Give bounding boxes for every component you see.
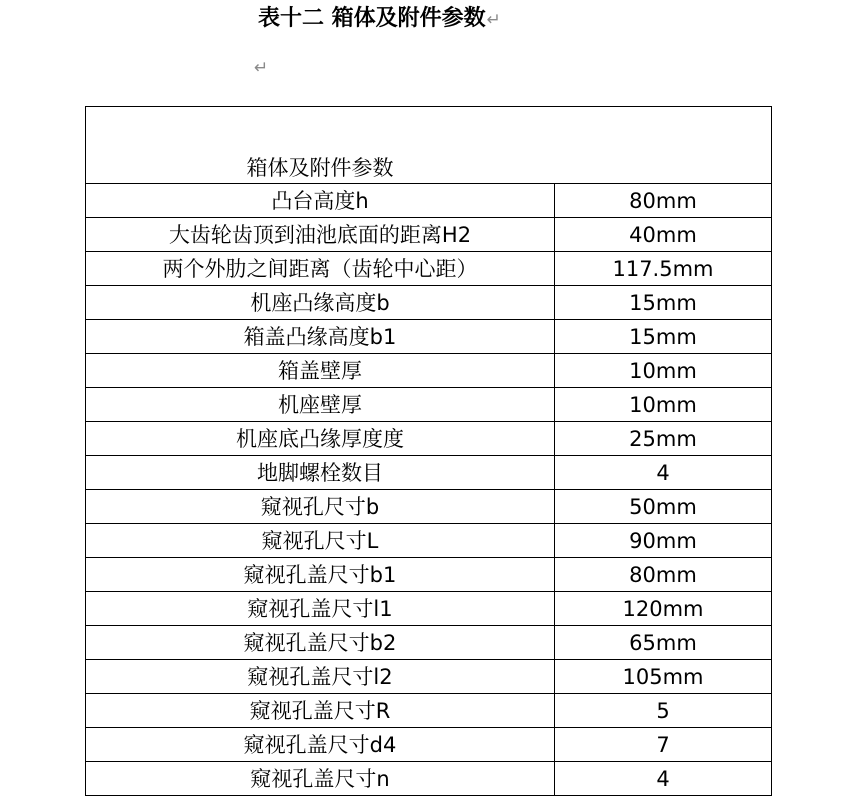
parameter-name-cell: 窥视孔尺寸b bbox=[86, 490, 555, 524]
parameter-value-cell: 4 bbox=[555, 762, 772, 796]
parameter-name-cell: 窥视孔盖尺寸n bbox=[86, 762, 555, 796]
parameter-value-cell: 4 bbox=[555, 456, 772, 490]
table-row bbox=[86, 694, 772, 728]
parameter-name-cell: 机座凸缘高度b bbox=[86, 286, 555, 320]
parameter-name-cell: 窥视孔盖尺寸l1 bbox=[86, 592, 555, 626]
table-row bbox=[86, 524, 772, 558]
table-row bbox=[86, 626, 772, 660]
table-row bbox=[86, 558, 772, 592]
parameter-value-cell: 50mm bbox=[555, 490, 772, 524]
table-row bbox=[86, 184, 772, 218]
table-row bbox=[86, 252, 772, 286]
parameter-value-cell: 105mm bbox=[555, 660, 772, 694]
parameter-value-cell: 40mm bbox=[555, 218, 772, 252]
empty-paragraph bbox=[253, 56, 268, 80]
parameter-name-cell: 大齿轮齿顶到油池底面的距离H2 bbox=[86, 218, 555, 252]
parameter-name-cell: 窥视孔盖尺寸d4 bbox=[86, 728, 555, 762]
parameter-name-cell: 箱盖凸缘高度b1 bbox=[86, 320, 555, 354]
table-row bbox=[86, 592, 772, 626]
table-row bbox=[86, 422, 772, 456]
parameter-name-cell: 地脚螺栓数目 bbox=[86, 456, 555, 490]
parameters-table bbox=[85, 106, 772, 796]
parameter-value-cell: 25mm bbox=[555, 422, 772, 456]
table-row bbox=[86, 286, 772, 320]
table-header-cell bbox=[86, 107, 772, 184]
title-text: 表十二 箱体及附件参数 bbox=[258, 5, 486, 31]
table-header-row bbox=[86, 107, 772, 184]
table-row bbox=[86, 388, 772, 422]
parameter-name-cell: 窥视孔尺寸L bbox=[86, 524, 555, 558]
parameter-value-cell: 80mm bbox=[555, 184, 772, 218]
parameter-name-cell: 窥视孔盖尺寸l2 bbox=[86, 660, 555, 694]
table-row bbox=[86, 728, 772, 762]
parameter-name-cell: 机座壁厚 bbox=[86, 388, 555, 422]
parameter-name-cell: 窥视孔盖尺寸b1 bbox=[86, 558, 555, 592]
table-row bbox=[86, 456, 772, 490]
parameter-name-cell: 箱盖壁厚 bbox=[86, 354, 555, 388]
parameter-name-cell: 机座底凸缘厚度度 bbox=[86, 422, 555, 456]
parameter-value-cell: 15mm bbox=[555, 320, 772, 354]
parameter-value-cell: 65mm bbox=[555, 626, 772, 660]
table-header-text: 箱体及附件参数 bbox=[246, 156, 394, 180]
parameter-value-cell: 5 bbox=[555, 694, 772, 728]
parameter-value-cell: 15mm bbox=[555, 286, 772, 320]
parameter-value-cell: 10mm bbox=[555, 388, 772, 422]
parameter-name-cell: 两个外肋之间距离（齿轮中心距） bbox=[86, 252, 555, 286]
table-row bbox=[86, 490, 772, 524]
parameter-value-cell: 7 bbox=[555, 728, 772, 762]
parameter-name-cell: 窥视孔盖尺寸b2 bbox=[86, 626, 555, 660]
table-row bbox=[86, 354, 772, 388]
parameter-name-cell: 窥视孔盖尺寸R bbox=[86, 694, 555, 728]
parameter-value-cell: 10mm bbox=[555, 354, 772, 388]
parameter-value-cell: 90mm bbox=[555, 524, 772, 558]
parameter-value-cell: 117.5mm bbox=[555, 252, 772, 286]
table-row bbox=[86, 320, 772, 354]
parameter-value-cell: 80mm bbox=[555, 558, 772, 592]
table-row bbox=[86, 660, 772, 694]
table-row bbox=[86, 218, 772, 252]
paragraph-mark-icon: ↵ bbox=[254, 58, 269, 78]
parameter-name-cell: 凸台高度h bbox=[86, 184, 555, 218]
parameter-value-cell: 120mm bbox=[555, 592, 772, 626]
paragraph-mark-icon: ↵ bbox=[486, 10, 501, 30]
document-title bbox=[258, 2, 501, 34]
table-row bbox=[86, 762, 772, 796]
